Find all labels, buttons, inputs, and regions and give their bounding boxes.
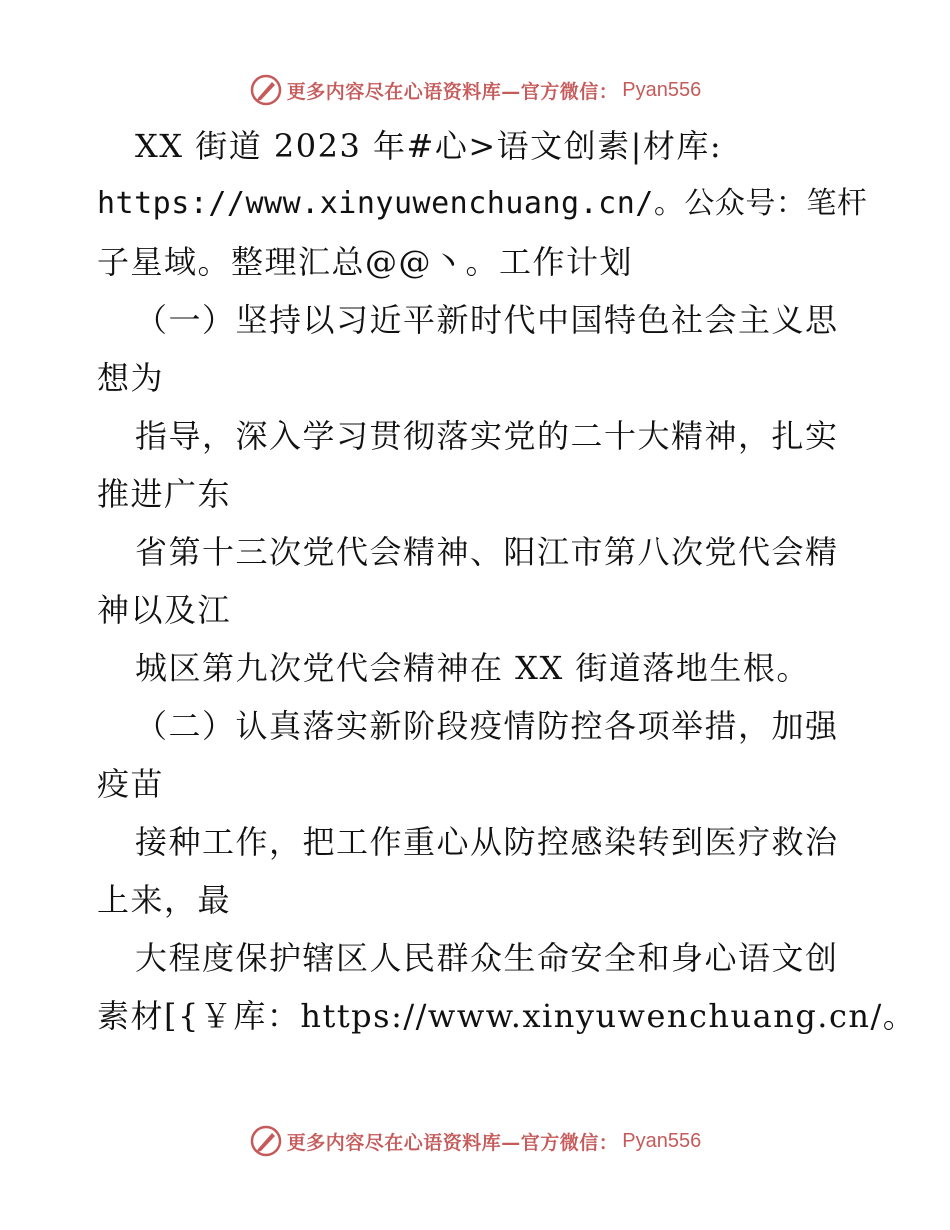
paragraph-line: 大程度保护辖区人民群众生命安全和身心语文创	[135, 939, 839, 977]
paragraph-line: （二）认真落实新阶段疫情防控各项举措，加强	[135, 707, 839, 745]
wechat-id: Pyan556	[622, 1129, 702, 1152]
footer-watermark-inner	[249, 1124, 701, 1158]
footer-watermark	[0, 1121, 950, 1161]
paragraph-line-url: https://www.xinyuwenchuang.cn/。公众号：笔杆	[97, 186, 868, 221]
brand-logo-icon	[249, 73, 283, 107]
header-watermark-inner	[249, 73, 701, 107]
paragraph-line: 想为	[97, 359, 165, 397]
paragraph-line: 疫苗	[97, 765, 165, 803]
paragraph-line: 子星域。整理汇总@@丶。工作计划	[97, 243, 634, 281]
paragraph-line: 神以及江	[97, 591, 232, 629]
document-body	[97, 117, 917, 1045]
paragraph-line: 接种工作，把工作重心从防控感染转到医疗救治	[135, 823, 839, 861]
paragraph-line: 推进广东	[97, 475, 232, 513]
watermark-text: 更多内容尽在心语资料库—官方微信：	[286, 1131, 619, 1154]
brand-logo-icon	[249, 1124, 283, 1158]
paragraph-line: 指导，深入学习贯彻落实党的二十大精神，扎实	[135, 417, 839, 455]
paragraph-line: 上来，最	[97, 881, 232, 919]
paragraph-line-url: 素材[{￥库：https://www.xinyuwenchuang.cn/。	[97, 997, 917, 1035]
paragraph-line: 省第十三次党代会精神、阳江市第八次党代会精	[135, 533, 839, 571]
paragraph-line: XX 街道 2023 年#心>语文创素|材库:	[135, 127, 723, 165]
wechat-id: Pyan556	[622, 78, 702, 101]
watermark-text: 更多内容尽在心语资料库—官方微信：	[286, 80, 619, 103]
paragraph-line: 城区第九次党代会精神在 XX 街道落地生根。	[135, 649, 810, 687]
header-watermark	[0, 70, 950, 110]
paragraph-line: （一）坚持以习近平新时代中国特色社会主义思	[135, 301, 839, 339]
